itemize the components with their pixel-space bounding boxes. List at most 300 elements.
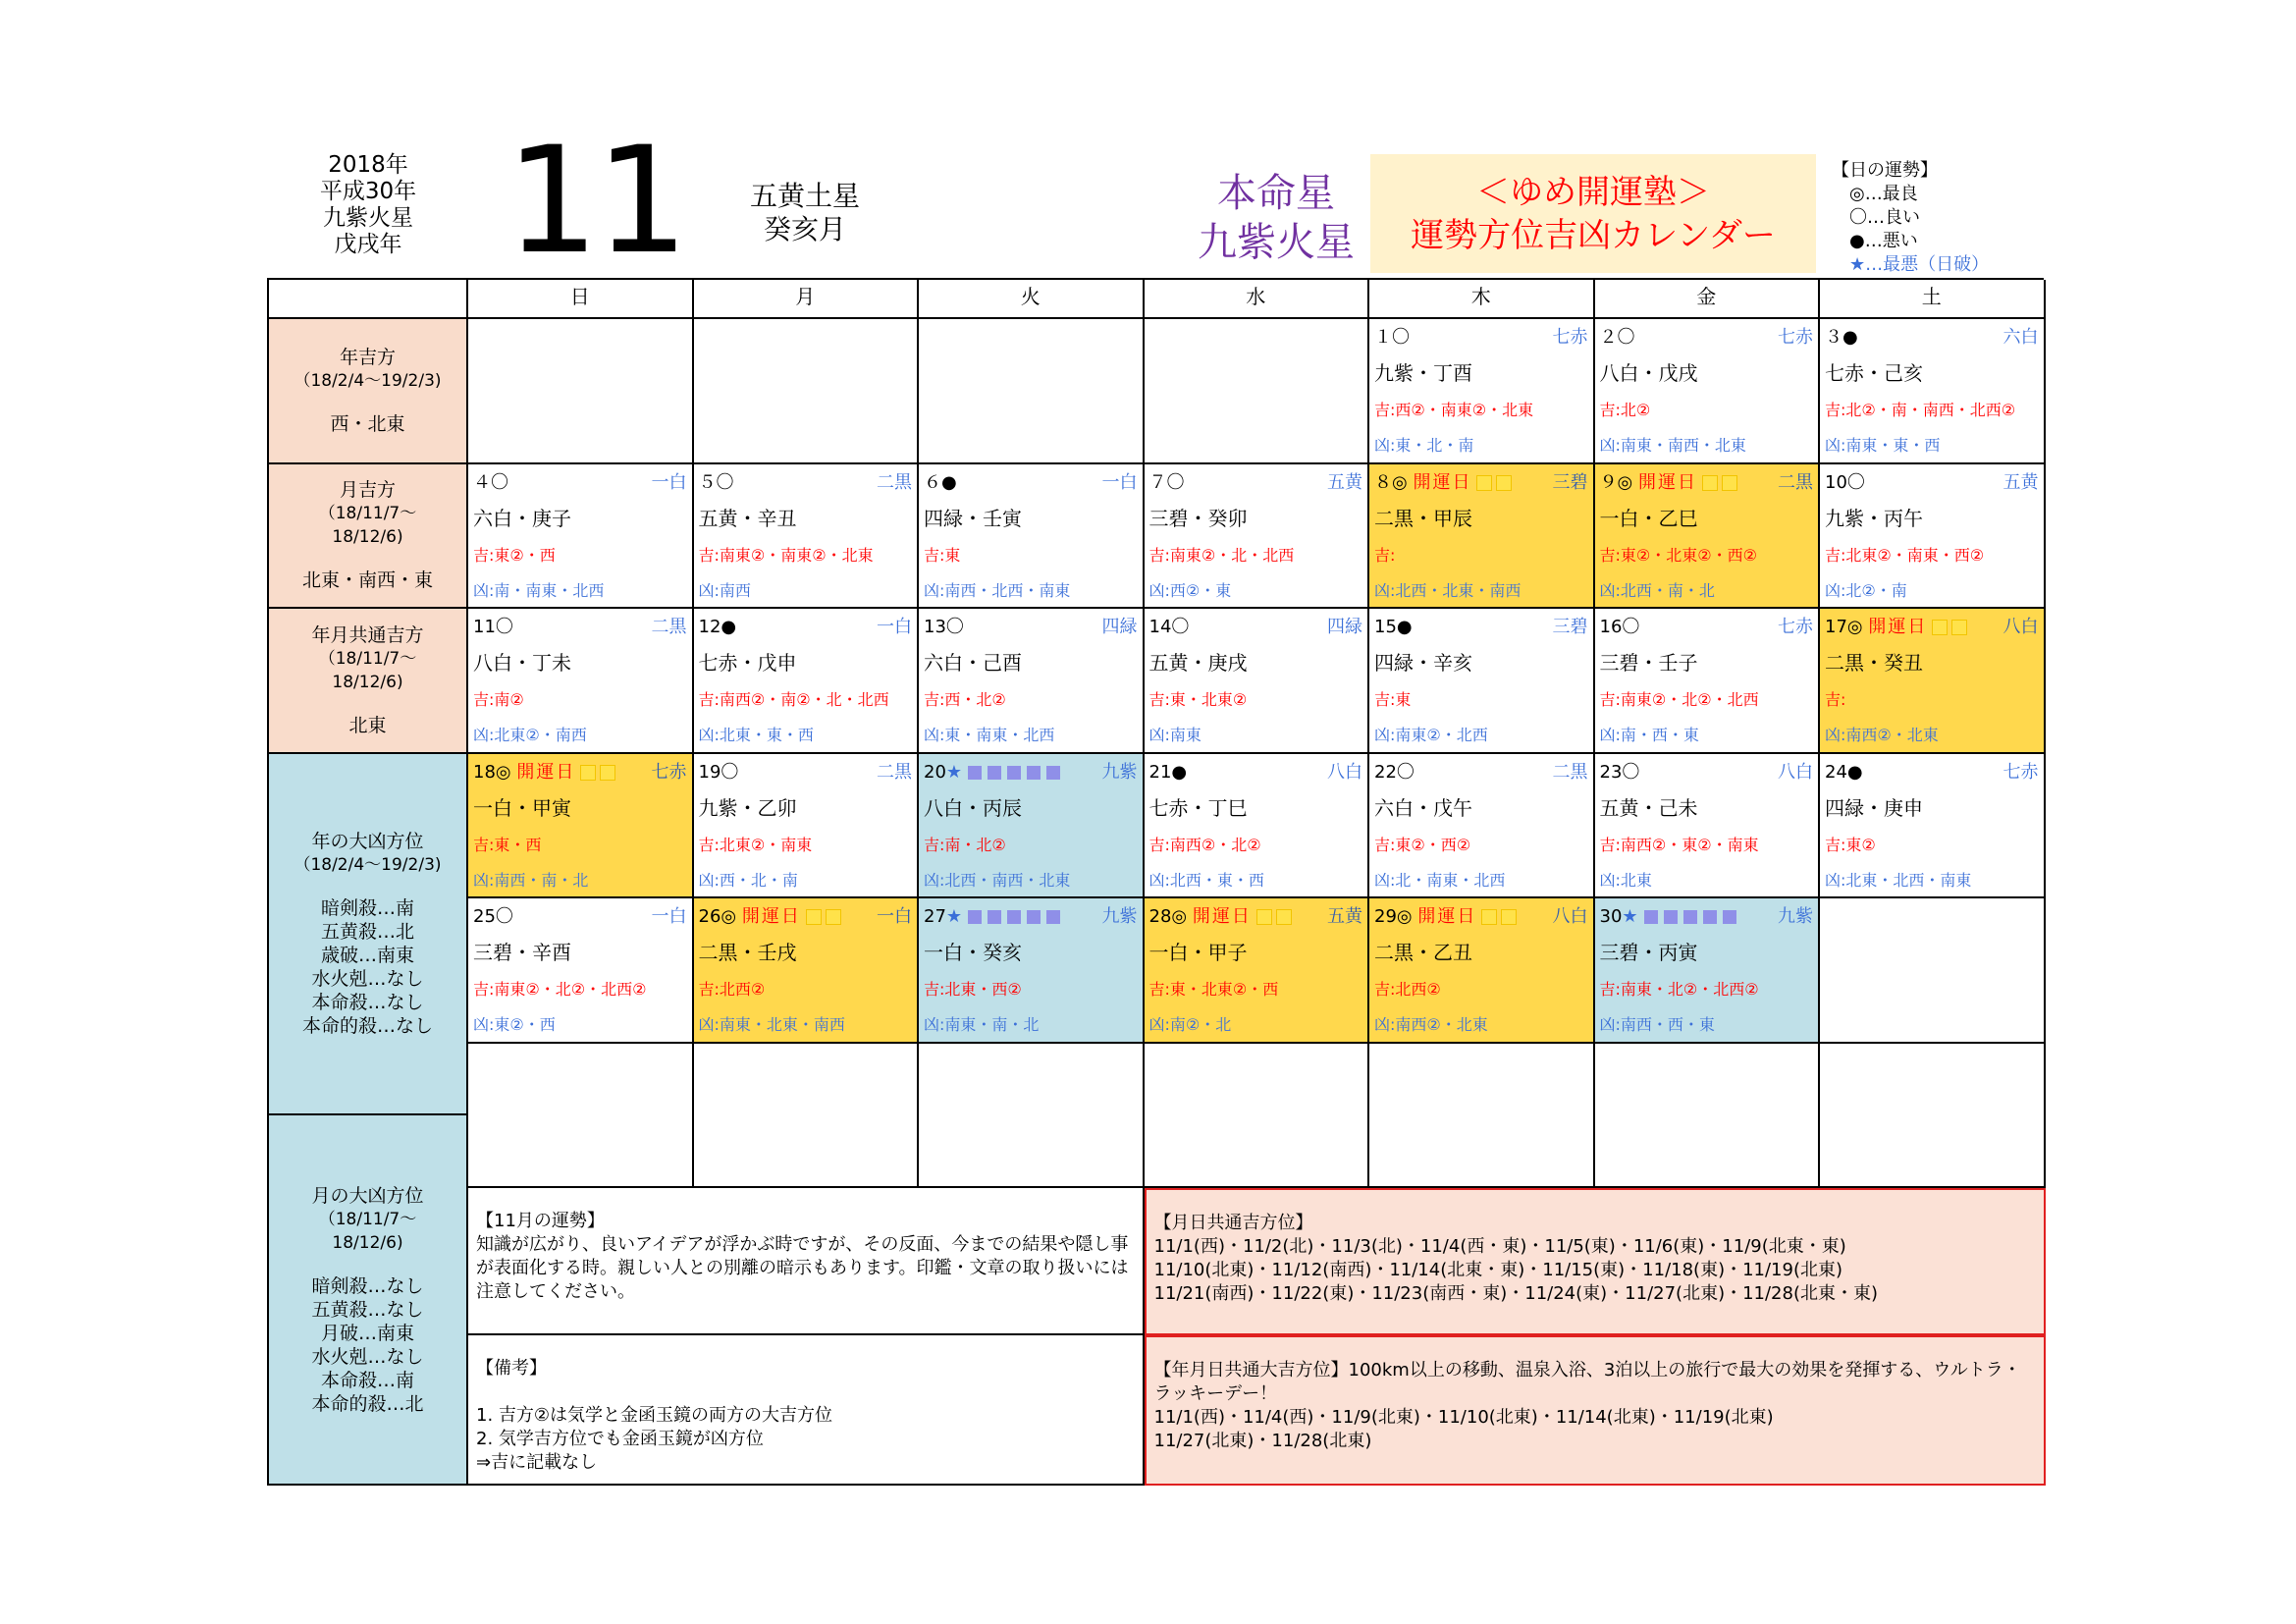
day-good-dirs: 吉:北西②: [1374, 980, 1441, 999]
weekday-2: 火: [919, 280, 1145, 319]
day-header: [1825, 615, 2039, 640]
day-bad-dirs: 凶:南西②・北東: [1374, 1015, 1488, 1034]
day-kanshi: 七赤・丁巳: [1148, 795, 1248, 820]
month-eto: 癸亥月: [763, 213, 846, 245]
day-header: [924, 760, 1138, 785]
great-line: 11/27(北東)・11/28(北東): [1153, 1431, 1372, 1451]
day-bad-dirs: 凶:北西・東・西: [1148, 870, 1264, 890]
side-year_bad: [269, 754, 468, 1116]
remarks-box: [468, 1335, 1145, 1486]
day-bad-dirs: 凶:北西・北東・南西: [1374, 580, 1522, 600]
day-kanshi: 九紫・丙午: [1825, 506, 1923, 530]
day-cell-11: [694, 609, 920, 754]
day-number: 23: [1599, 761, 1623, 783]
day-star: 五黄: [1327, 906, 1362, 927]
day-star: 七赤: [651, 761, 687, 783]
honmei-star: 九紫火星: [1198, 220, 1355, 265]
side-dirs: 西・北東: [330, 412, 405, 435]
day-kanshi: 二黒・乙丑: [1374, 941, 1472, 964]
day-number: ２: [1599, 327, 1618, 348]
day-kanshi: 四緑・庚申: [1825, 795, 1923, 820]
side-item: 水火剋…なし: [311, 1345, 424, 1368]
day-kanshi: 三碧・癸卯: [1148, 506, 1248, 530]
empty-day-cell: [1145, 1044, 1370, 1189]
nippa-square-icon: [968, 910, 982, 924]
day-kanshi: 八白・丁未: [473, 651, 571, 675]
day-star: 九紫: [1101, 906, 1138, 927]
day-cell-1: [1595, 319, 1821, 464]
side-title: 年吉方: [339, 346, 396, 368]
day-header: [1600, 760, 1814, 785]
nippa-square-icon: [1723, 910, 1736, 924]
day-mark: 〇: [1396, 761, 1415, 783]
kaiun-square-icon: [1933, 621, 1947, 634]
day-number: 27: [924, 906, 946, 927]
day-number: 25: [473, 906, 496, 927]
day-kanshi: 七赤・戊申: [698, 651, 797, 675]
remark-item: 1. 吉方②は気学と金函玉鏡の両方の大吉方位: [476, 1405, 833, 1426]
day-bad-dirs: 凶:南西: [698, 580, 751, 600]
side-item: 暗剣殺…なし: [311, 1274, 424, 1297]
day-kanshi: 六白・己酉: [924, 651, 1022, 675]
era-eto: 戊戌年: [334, 232, 402, 257]
day-cell-27: [1145, 898, 1370, 1044]
day-cell-24: [468, 898, 694, 1044]
day-star: 七赤: [1552, 327, 1588, 348]
side-title: 月吉方: [339, 479, 396, 502]
day-star: 三碧: [1552, 471, 1588, 493]
day-mark: ★: [945, 761, 963, 783]
legend-title: 【日の運勢】: [1832, 160, 1938, 181]
kaiun-square-icon: [1477, 476, 1491, 490]
day-number: 29: [1374, 906, 1397, 927]
day-mark: ◎: [1392, 471, 1408, 493]
nippa-square-icon: [988, 910, 1001, 924]
day-header: [699, 615, 913, 640]
day-number: 14: [1148, 617, 1172, 637]
day-number: 30: [1599, 906, 1623, 927]
day-mark: 〇: [1166, 471, 1185, 493]
day-bad-dirs: 凶:南東②・北西: [1374, 726, 1488, 744]
day-good-dirs: 吉:南東・北②・北西②: [1599, 980, 1759, 999]
day-number: 18: [473, 761, 496, 783]
nippa-square-icon: [1046, 910, 1060, 924]
kaiun-label: 開運日: [741, 906, 801, 927]
side-range: （18/11/7～: [318, 648, 417, 669]
day-kanshi: 二黒・癸丑: [1825, 651, 1923, 675]
day-good-dirs: 吉:南東②・北②・北西: [1599, 690, 1759, 709]
day-kanshi: 一白・乙巳: [1599, 506, 1698, 530]
day-mark: ●: [1846, 761, 1863, 783]
day-good-dirs: 吉:北東・西②: [924, 980, 1022, 999]
day-cell-14: [1369, 609, 1595, 754]
era-block: [294, 152, 442, 258]
day-cell-19: [919, 754, 1145, 899]
day-star: 二黒: [1552, 761, 1588, 783]
day-header: [1149, 615, 1363, 640]
fortune-text: 知識が広がり、良いアイデアが浮かぶ時ですが、その反面、今までの結果や隠し事が表面化する時。親しい人との別離の暗示もあります。印鑑・文章の取り扱いには注意してください。: [476, 1234, 1129, 1302]
day-mark: ◎: [1396, 906, 1413, 927]
day-header: [699, 904, 913, 930]
day-cell-20: [1145, 754, 1370, 899]
kaiun-label: 開運日: [1868, 617, 1928, 637]
title-school: ＜ゆめ開運塾＞: [1476, 172, 1710, 212]
era-year-star: 九紫火星: [323, 205, 413, 231]
empty-day-cell: [1820, 1044, 2046, 1189]
day-star: 八白: [1778, 761, 1813, 783]
day-mark: 〇: [495, 906, 513, 927]
month-number: 11: [506, 116, 685, 287]
side-month_bad: [269, 1115, 468, 1486]
day-bad-dirs: 凶:東②・西: [473, 1015, 556, 1034]
kaiun-label: 開運日: [1192, 906, 1252, 927]
day-number: 17: [1825, 617, 1847, 637]
day-number: 15: [1374, 617, 1397, 637]
day-mark: 〇: [491, 471, 508, 493]
day-star: 七赤: [1778, 327, 1813, 348]
day-good-dirs: 吉:南東②・北②・北西②: [473, 980, 647, 999]
side-item: 本命殺…南: [320, 1369, 414, 1391]
weekday-1: 月: [694, 280, 920, 319]
day-kanshi: 一白・甲子: [1148, 941, 1248, 964]
day-cell-12: [919, 609, 1145, 754]
kaiun-label: 開運日: [1417, 906, 1477, 927]
day-bad-dirs: 凶:北・南東・北西: [1374, 870, 1506, 890]
spacer: [269, 549, 466, 568]
kaiun-square-icon: [1952, 621, 1966, 634]
spacer: [476, 1380, 1135, 1404]
day-cell-25: [694, 898, 920, 1044]
day-good-dirs: 吉:東②・西: [473, 545, 556, 565]
day-header: [1600, 904, 1814, 930]
day-kanshi: 四緑・壬寅: [924, 506, 1022, 530]
day-cell-4: [694, 464, 920, 610]
day-mark: ●: [1396, 617, 1413, 637]
day-good-dirs: 吉:北②・南・南西・北西②: [1825, 401, 2016, 419]
kaiun-square-icon: [1723, 476, 1736, 490]
weekday-4: 木: [1369, 280, 1595, 319]
day-star: 九紫: [1101, 761, 1138, 783]
common-line: 11/21(南西)・11/22(東)・11/23(南西・東)・11/24(東)・11/27(北東)・11/28(北東・東): [1153, 1283, 1879, 1304]
side-title: 年月共通吉方: [311, 623, 424, 646]
day-star: 二黒: [1778, 471, 1813, 493]
day-number: ３: [1825, 327, 1842, 348]
day-star: 三碧: [1552, 617, 1588, 637]
common-good-box: [1145, 1188, 2046, 1335]
day-header: [924, 470, 1138, 496]
day-header: [1374, 760, 1588, 785]
day-header: [473, 470, 687, 496]
title-main: 運勢方位吉凶カレンダー: [1411, 215, 1776, 255]
day-kanshi: 二黒・甲辰: [1374, 506, 1472, 530]
day-good-dirs: 吉:南東②・南東②・北東: [698, 545, 874, 565]
day-number: ９: [1599, 471, 1618, 493]
empty-day-cell: [919, 1044, 1145, 1189]
day-good-dirs: 吉:南・北②: [924, 835, 1006, 854]
day-good-dirs: 吉:東・北東②・西: [1148, 980, 1279, 999]
day-number: 24: [1825, 761, 1847, 783]
day-mark: ◎: [495, 761, 511, 783]
day-header: [1374, 470, 1588, 496]
day-good-dirs: 吉:南②: [473, 690, 524, 709]
day-cell-16: [1820, 609, 2046, 754]
side-range: 18/12/6): [332, 527, 403, 548]
legend-bad: ●…悪い: [1849, 231, 1918, 251]
side-month_good: [269, 464, 468, 610]
day-cell-5: [919, 464, 1145, 610]
empty-day-cell: [919, 319, 1145, 464]
day-bad-dirs: 凶:南東・南西・北東: [1599, 436, 1746, 455]
side-range: （18/11/7～: [318, 504, 417, 524]
month-star: 五黄土星: [749, 180, 860, 212]
day-mark: ◎: [721, 906, 737, 927]
kaiun-label: 開運日: [1413, 471, 1472, 493]
day-cell-6: [1145, 464, 1370, 610]
day-number: 19: [698, 761, 721, 783]
day-star: 二黒: [877, 471, 912, 493]
day-mark: 〇: [1846, 471, 1865, 493]
common-line: 11/10(北東)・11/12(南西)・11/14(北東・東)・11/15(東)・11/18(東)・11/19(北東): [1153, 1260, 1843, 1280]
day-bad-dirs: 凶:南東・南・北: [924, 1015, 1040, 1034]
day-kanshi: 二黒・壬戌: [698, 941, 797, 964]
day-kanshi: 九紫・丁酉: [1374, 361, 1472, 385]
common-title: 【月日共通吉方位】: [1153, 1213, 1313, 1233]
day-header: [1600, 325, 1814, 351]
day-good-dirs: 吉:東・西: [473, 835, 542, 854]
day-number: １: [1374, 327, 1392, 348]
day-header: [473, 760, 687, 785]
spacer: [269, 393, 466, 412]
kaiun-square-icon: [601, 766, 614, 780]
day-cell-10: [468, 609, 694, 754]
day-star: 一白: [651, 471, 687, 493]
day-number: 26: [698, 906, 721, 927]
side-title: 年の大凶方位: [311, 830, 424, 852]
day-mark: 〇: [495, 617, 513, 637]
kaiun-square-icon: [1277, 910, 1291, 924]
side-item: 本命的殺…北: [311, 1392, 424, 1415]
nippa-square-icon: [988, 766, 1001, 780]
nippa-square-icon: [1703, 910, 1717, 924]
kaiun-square-icon: [581, 766, 595, 780]
legend: [1832, 159, 2028, 277]
weekday-corner: [269, 280, 468, 319]
day-mark: ★: [945, 906, 963, 927]
side-dirs: 北東: [348, 714, 387, 736]
day-kanshi: 四緑・辛亥: [1374, 651, 1472, 675]
day-mark: ★: [1622, 906, 1638, 927]
day-bad-dirs: 凶:南西②・北東: [1825, 726, 1939, 744]
day-star: 五黄: [2002, 471, 2039, 493]
side-common_good: [269, 609, 468, 754]
day-good-dirs: 吉:西・北②: [924, 690, 1006, 709]
day-kanshi: 三碧・丙寅: [1599, 941, 1698, 964]
day-bad-dirs: 凶:北東・北西・南東: [1825, 870, 1972, 890]
day-bad-dirs: 凶:南②・北: [1148, 1015, 1232, 1034]
day-header: [1374, 904, 1588, 930]
day-star: 八白: [2002, 617, 2039, 637]
day-kanshi: 五黄・辛丑: [698, 506, 797, 530]
day-header: [1149, 760, 1363, 785]
day-good-dirs: 吉:北②: [1599, 401, 1651, 419]
day-number: 21: [1148, 761, 1172, 783]
day-star: 一白: [1101, 471, 1138, 493]
day-good-dirs: 吉:南西②・東②・南東: [1599, 835, 1759, 854]
kaiun-label: 開運日: [1637, 471, 1697, 493]
day-good-dirs: 吉:東: [924, 545, 961, 565]
day-good-dirs: 吉:北西②: [698, 980, 766, 999]
day-kanshi: 六白・戊午: [1374, 795, 1472, 820]
day-good-dirs: 吉:北東②・南東・西②: [1825, 545, 1985, 565]
day-kanshi: 三碧・辛酉: [473, 941, 571, 964]
nippa-square-icon: [1027, 910, 1041, 924]
day-good-dirs: 吉:南西②・南②・北・北西: [698, 690, 889, 709]
side-range: 18/12/6): [332, 1232, 403, 1253]
day-good-dirs: 吉:東②・北東②・西②: [1599, 545, 1757, 565]
day-bad-dirs: 凶:東・南東・北西: [924, 726, 1055, 744]
day-mark: ◎: [1846, 617, 1863, 637]
day-mark: ◎: [1617, 471, 1633, 493]
day-bad-dirs: 凶:南東: [1148, 726, 1201, 744]
day-mark: 〇: [1171, 617, 1190, 637]
side-range: 18/12/6): [332, 672, 403, 692]
day-number: 10: [1825, 471, 1847, 493]
legend-best: ◎…最良: [1849, 184, 1918, 204]
remarks-title: 【備考】: [476, 1358, 547, 1379]
side-item: 本命的殺…なし: [301, 1014, 433, 1037]
day-cell-28: [1369, 898, 1595, 1044]
day-kanshi: 三碧・壬子: [1599, 651, 1698, 675]
day-cell-8: [1595, 464, 1821, 610]
day-star: 一白: [651, 906, 687, 927]
day-mark: ●: [1171, 761, 1188, 783]
great-title: 【年月日共通大吉方位】: [1153, 1360, 1349, 1380]
day-header: [473, 615, 687, 640]
day-mark: ◎: [1171, 906, 1188, 927]
day-header: [924, 904, 1138, 930]
era-year: 2018年: [328, 152, 408, 178]
day-good-dirs: 吉:東: [1374, 690, 1412, 709]
empty-day-cell: [1820, 898, 2046, 1044]
day-number: 16: [1599, 617, 1623, 637]
legend-worst: ★…最悪（日破）: [1849, 254, 1990, 275]
day-bad-dirs: 凶:北東: [1599, 870, 1652, 890]
day-star: 五黄: [1327, 471, 1362, 493]
spacer: [269, 1255, 466, 1274]
kaiun-square-icon: [1497, 476, 1511, 490]
day-kanshi: 五黄・庚戌: [1148, 651, 1248, 675]
empty-day-cell: [694, 1044, 920, 1189]
day-cell-7: [1369, 464, 1595, 610]
day-cell-15: [1595, 609, 1821, 754]
side-title: 月の大凶方位: [311, 1184, 424, 1207]
day-good-dirs: 吉:南東②・北・北西: [1148, 545, 1295, 565]
day-mark: ●: [1842, 327, 1858, 348]
month-star-block: [731, 180, 879, 246]
side-range: （18/11/7～: [318, 1209, 417, 1229]
day-bad-dirs: 凶:西・北・南: [698, 870, 798, 890]
empty-day-cell: [1595, 1044, 1821, 1189]
day-cell-17: [468, 754, 694, 899]
empty-day-cell: [468, 319, 694, 464]
day-star: 一白: [877, 617, 912, 637]
side-year_good: [269, 319, 468, 464]
weekday-0: 日: [468, 280, 694, 319]
day-star: 八白: [1552, 906, 1588, 927]
day-number: 20: [924, 761, 946, 783]
day-number: ７: [1148, 471, 1167, 493]
day-star: 六白: [2002, 327, 2039, 348]
day-number: ４: [473, 471, 491, 493]
day-cell-26: [919, 898, 1145, 1044]
day-mark: 〇: [721, 761, 739, 783]
side-item: 五黄殺…北: [320, 920, 414, 943]
nippa-square-icon: [1046, 766, 1060, 780]
day-header: [1825, 325, 2039, 351]
day-bad-dirs: 凶:南東・北東・南西: [698, 1015, 845, 1034]
great-text: 100km以上の移動、温泉入浴、3泊以上の旅行で最大の効果を発揮する、ウルトラ・ラッキーデー！: [1153, 1360, 2021, 1404]
day-bad-dirs: 凶:東・北・南: [1374, 436, 1474, 455]
monthly-fortune-box: [468, 1188, 1145, 1335]
day-kanshi: 一白・癸亥: [924, 941, 1022, 964]
honmei-block: [1158, 169, 1394, 267]
nippa-square-icon: [1007, 910, 1021, 924]
day-number: ８: [1374, 471, 1392, 493]
kaiun-square-icon: [1482, 910, 1496, 924]
day-bad-dirs: 凶:南西・南・北: [473, 870, 589, 890]
day-mark: 〇: [945, 617, 964, 637]
spacer: [269, 877, 466, 896]
day-header: [699, 760, 913, 785]
day-star: 一白: [877, 906, 912, 927]
day-kanshi: 八白・戊戌: [1599, 361, 1698, 385]
day-good-dirs: 吉:: [1825, 690, 1846, 709]
legend-good: 〇…良い: [1849, 207, 1920, 228]
day-header: [1374, 325, 1588, 351]
kaiun-square-icon: [1257, 910, 1271, 924]
nippa-square-icon: [968, 766, 982, 780]
side-item: 本命殺…なし: [311, 991, 424, 1013]
day-bad-dirs: 凶:南東・東・西: [1825, 436, 1941, 455]
common-line: 11/1(西)・11/2(北)・11/3(北)・11/4(西・東)・11/5(東)・11/6(東)・11/9(北東・東): [1153, 1236, 1846, 1257]
day-header: [1600, 470, 1814, 496]
day-header: [1600, 615, 1814, 640]
weekday-6: 土: [1820, 280, 2046, 319]
day-mark: 〇: [1617, 327, 1635, 348]
day-cell-29: [1595, 898, 1821, 1044]
day-header: [1374, 615, 1588, 640]
side-item: 歳破…南東: [320, 944, 414, 966]
side-item: 月破…南東: [320, 1322, 414, 1344]
kaiun-square-icon: [807, 910, 821, 924]
empty-day-cell: [1369, 1044, 1595, 1189]
day-star: 八白: [1327, 761, 1362, 783]
day-good-dirs: 吉:南西②・北②: [1148, 835, 1261, 854]
day-bad-dirs: 凶:南西・北西・南東: [924, 580, 1071, 600]
day-kanshi: 一白・甲寅: [473, 795, 571, 820]
day-star: 九紫: [1778, 906, 1813, 927]
day-mark: 〇: [1622, 761, 1640, 783]
day-good-dirs: 吉:北東②・南東: [698, 835, 813, 854]
day-cell-18: [694, 754, 920, 899]
side-range: （18/2/4～19/2/3): [294, 370, 442, 391]
day-cell-22: [1595, 754, 1821, 899]
day-star: 四緑: [1327, 617, 1362, 637]
day-cell-2: [1820, 319, 2046, 464]
day-header: [1825, 760, 2039, 785]
day-bad-dirs: 凶:南・西・東: [1599, 726, 1699, 744]
day-cell-21: [1369, 754, 1595, 899]
